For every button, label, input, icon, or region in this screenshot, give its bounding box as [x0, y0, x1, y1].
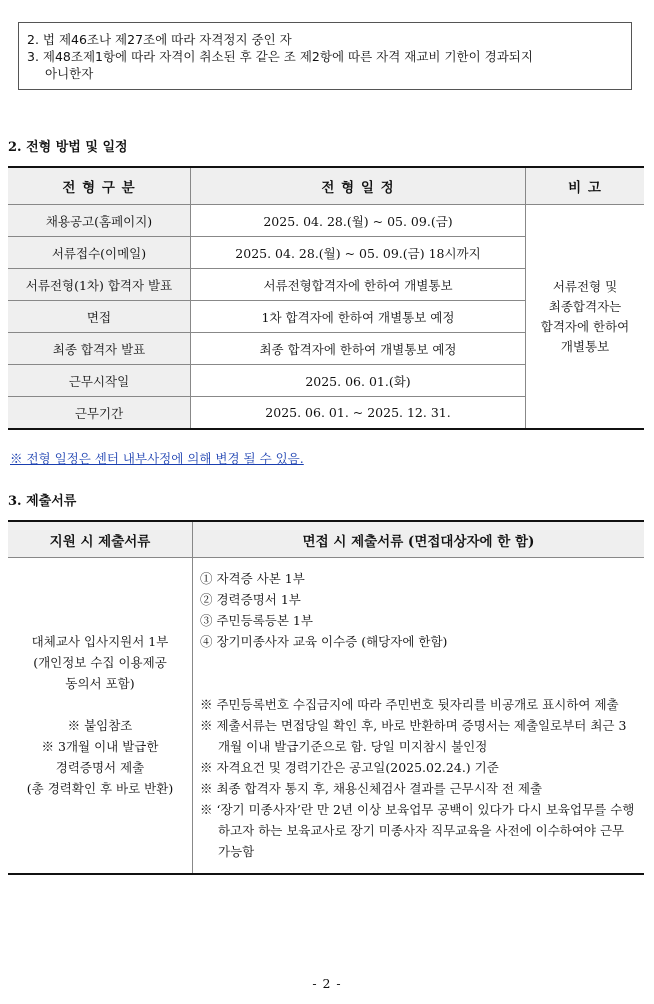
numbered-doc: ② 경력증명서 1부	[200, 592, 301, 607]
application-docs-cell	[8, 558, 193, 874]
row-schedule: 2025. 04. 28.(월) ~ 05. 09.(금) 18시까지	[191, 237, 526, 269]
schedule-header-row	[8, 167, 644, 205]
page-number: - 2 -	[312, 976, 342, 991]
schedule-notice: ※ 전형 일정은 센터 내부사정에 의해 변경 될 수 있음.	[10, 451, 304, 466]
header-application-docs: 지원 시 제출서류	[8, 521, 193, 558]
application-doc-line: (총 경력확인 후 바로 반환)	[26, 781, 174, 797]
application-doc-line: 경력증명서 제출	[55, 760, 145, 776]
row-schedule: 서류전형합격자에 한하여 개별통보	[191, 269, 526, 301]
application-doc-spacer	[9, 694, 191, 715]
row-schedule: 1차 합격자에 한하여 개별통보 예정	[191, 301, 526, 333]
row-category: 근무기간	[8, 397, 191, 430]
row-category: 서류접수(이메일)	[8, 237, 191, 269]
note-cell	[526, 205, 645, 430]
documents-table	[8, 520, 644, 875]
row-category: 채용공고(홈페이지)	[8, 205, 191, 237]
header-interview-docs: 면접 시 제출서류 (면접대상자에 한 함)	[193, 521, 645, 558]
disqualification-item-3-cont: 아니한자	[45, 66, 94, 81]
header-note: 비 고	[526, 167, 645, 205]
documents-row	[8, 558, 644, 874]
numbered-doc: ④ 장기미종사자 교육 이수증 (해당자에 한함)	[200, 634, 448, 649]
docs-spacer	[200, 652, 638, 694]
note-line: 합격자에 한하여	[540, 318, 630, 334]
note-line: 개별통보	[560, 338, 610, 354]
numbered-doc: ③ 주민등록등본 1부	[200, 613, 313, 628]
header-schedule: 전 형 일 정	[191, 167, 526, 205]
disqualification-item-2: 2. 법 제46조나 제27조에 따라 자격정지 중인 자	[27, 32, 292, 47]
application-doc-line: 대체교사 입사지원서 1부	[31, 634, 169, 650]
disqualification-item-3: 3. 제48조제1항에 따라 자격이 취소된 후 같은 조 제2항에 따른 자격 재교비 기한이 경과되지	[27, 49, 533, 64]
row-category: 서류전형(1차) 합격자 발표	[8, 269, 191, 301]
row-category: 최종 합격자 발표	[8, 333, 191, 365]
application-doc-line: ※ 3개월 이내 발급한	[41, 739, 159, 755]
disqualification-box	[18, 22, 632, 90]
doc-note: ※ 제출서류는 면접당일 확인 후, 바로 반환하며 증명서는 제출일로부터 최근 3개월 이내 발급기준으로 함. 당일 미지참시 불인정	[200, 718, 627, 754]
row-category: 근무시작일	[8, 365, 191, 397]
section3-heading: 3. 제출서류	[8, 494, 77, 509]
row-schedule: 최종 합격자에 한하여 개별통보 예정	[191, 333, 526, 365]
documents-header-row	[8, 521, 644, 558]
schedule-table	[8, 166, 644, 430]
note-line: 최종합격자는	[548, 298, 622, 314]
doc-note: ※ ‘장기 미종사자’란 만 2년 이상 보육업무 공백이 있다가 다시 보육업무를 수행하고자 하는 보육교사로 장기 미종사자 직무교육을 사전에 이수하여야 근무 가능함	[200, 802, 635, 859]
row-category: 면접	[8, 301, 191, 333]
application-doc-line: 동의서 포함)	[65, 676, 135, 692]
section2-heading: 2. 전형 방법 및 일정	[8, 140, 128, 155]
doc-note: ※ 최종 합격자 통지 후, 채용신체검사 결과를 근무시작 전 제출	[200, 781, 543, 796]
note-line: 서류전형 및	[552, 278, 618, 294]
row-schedule: 2025. 04. 28.(월) ~ 05. 09.(금)	[191, 205, 526, 237]
doc-note: ※ 주민등록번호 수집금지에 따라 주민번호 뒷자리를 비공개로 표시하여 제출	[200, 697, 619, 712]
application-doc-line: (개인정보 수집 이용제공	[33, 655, 167, 671]
numbered-doc: ① 자격증 사본 1부	[200, 571, 305, 586]
application-doc-line: ※ 붙임참조	[67, 718, 133, 734]
doc-note: ※ 자격요건 및 경력기간은 공고일(2025.02.24.) 기준	[200, 760, 499, 775]
row-schedule: 2025. 06. 01. ~ 2025. 12. 31.	[191, 397, 526, 430]
table-row	[8, 205, 644, 237]
interview-docs-cell	[193, 558, 645, 874]
header-category: 전 형 구 분	[8, 167, 191, 205]
row-schedule: 2025. 06. 01.(화)	[191, 365, 526, 397]
